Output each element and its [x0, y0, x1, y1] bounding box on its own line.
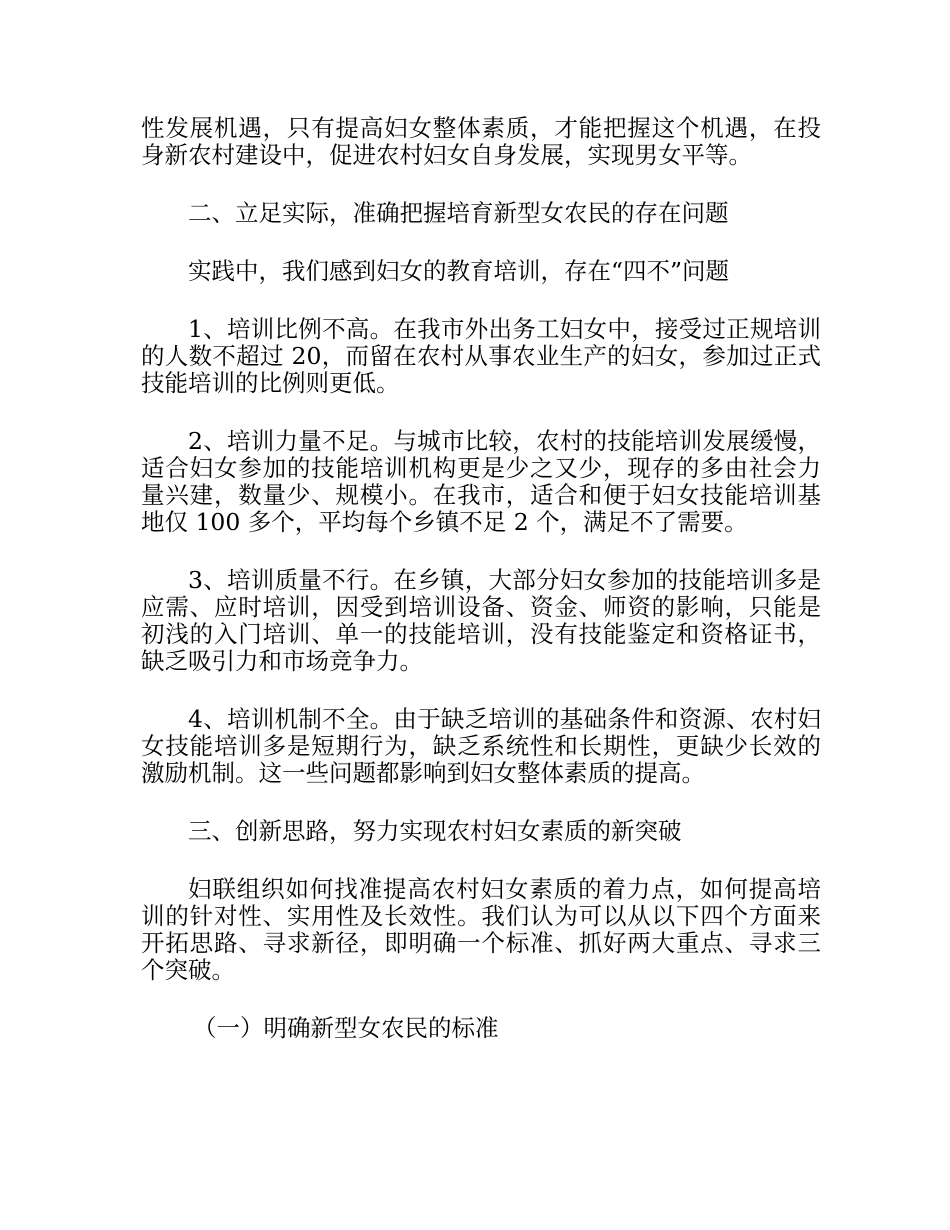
document-body: [141, 115, 821, 1073]
paragraph-approach: 妇联组织如何找准提高农村妇女素质的着力点，如何提高培训的针对性、实用性及长效性。我们认为可以从以下四个方面来开拓思路、寻求新径，即明确一个标准、抓好两大重点、寻求三个突破。: [141, 875, 821, 984]
paragraph-continuation: 性发展机遇，只有提高妇女整体素质，才能把握这个机遇，在投身新农村建设中，促进农村妇女自身发展，实现男女平等。: [141, 114, 821, 169]
subsection-heading-1: （一）明确新型女农民的标准: [193, 1014, 499, 1042]
paragraph-intro-problems: 实践中，我们感到妇女的教育培训，存在“四不”问题: [188, 257, 730, 285]
section-heading-3: 三、创新思路，努力实现农村妇女素质的新突破: [188, 817, 682, 845]
section-heading-2: 二、立足实际，准确把握培育新型女农民的存在问题: [188, 199, 729, 227]
paragraph-problem-4: 4、培训机制不全。由于缺乏培训的基础条件和资源、农村妇女技能培训多是短期行为，缺乏系统性和长期性，更缺少长效的激励机制。这一些问题都影响到妇女整体素质的提高。: [141, 705, 821, 787]
paragraph-problem-2: 2、培训力量不足。与城市比较，农村的技能培训发展缓慢，适合妇女参加的技能培训机构更是少之又少，现存的多由社会力量兴建，数量少、规模小。在我市，适合和便于妇女技能培训基地仅 100 多个，平均每个乡镇不足 2 个，满足不了需要。: [141, 427, 821, 536]
paragraph-problem-1: 1、培训比例不高。在我市外出务工妇女中，接受过正规培训的人数不超过 20，而留在农村从事农业生产的妇女，参加过正式技能培训的比例则更低。: [141, 315, 821, 397]
paragraph-problem-3: 3、培训质量不行。在乡镇，大部分妇女参加的技能培训多是应需、应时培训，因受到培训设备、资金、师资的影响，只能是初浅的入门培训、单一的技能培训，没有技能鉴定和资格证书，缺乏吸引力和市场竞争力。: [141, 566, 821, 675]
